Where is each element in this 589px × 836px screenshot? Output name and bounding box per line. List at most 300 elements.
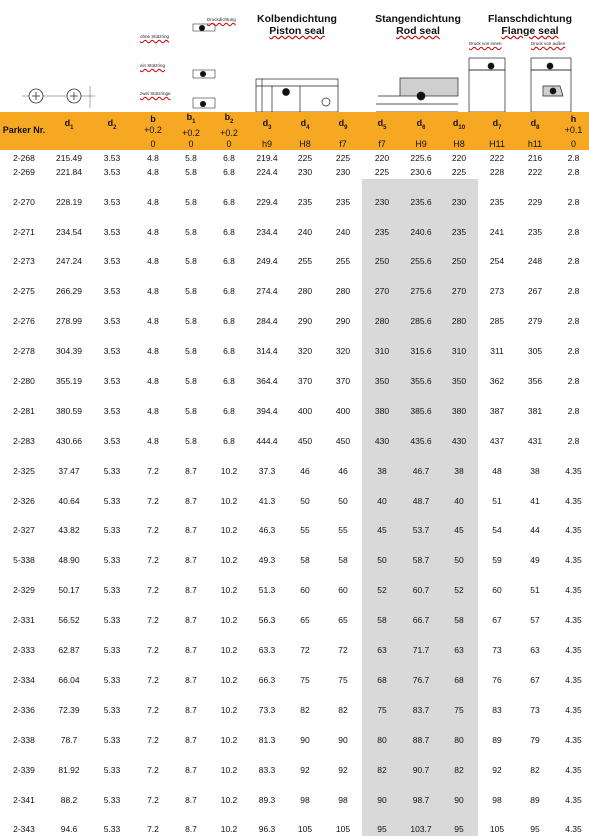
table-cell: 82 — [440, 747, 478, 777]
table-cell: 6.8 — [210, 388, 248, 418]
table-cell: 10.2 — [210, 567, 248, 597]
table-cell: 8.7 — [172, 597, 210, 627]
column-tolerance-13: h11 — [516, 139, 554, 150]
table-cell: 362 — [478, 358, 516, 388]
table-cell: 5.33 — [90, 717, 134, 747]
table-cell: 225.6 — [402, 150, 440, 165]
table-cell: 240 — [324, 209, 362, 239]
table-cell: 7.2 — [134, 807, 172, 836]
table-cell: 229 — [516, 179, 554, 209]
table-cell: 56.3 — [248, 597, 286, 627]
table-cell: 3.53 — [90, 358, 134, 388]
table-cell: 52 — [362, 567, 402, 597]
table-cell: 219.4 — [248, 150, 286, 165]
table-cell: 89 — [478, 717, 516, 747]
table-cell: 5.8 — [172, 150, 210, 165]
table-cell: 95 — [516, 807, 554, 836]
table-cell: 6.8 — [210, 209, 248, 239]
table-cell: 450 — [286, 418, 324, 448]
table-cell: 10.2 — [210, 508, 248, 538]
table-cell: 3.53 — [90, 388, 134, 418]
table-cell: 80 — [362, 717, 402, 747]
table-cell: 5.8 — [172, 298, 210, 328]
table-cell: 5.8 — [172, 388, 210, 418]
table-cell: 55 — [286, 508, 324, 538]
table-cell: 43.82 — [48, 508, 90, 538]
table-cell: 2-331 — [0, 597, 48, 627]
table-cell: 5.33 — [90, 627, 134, 657]
table-row — [0, 388, 589, 418]
table-cell: 320 — [286, 328, 324, 358]
table-cell: 290 — [324, 298, 362, 328]
table-cell: 314.4 — [248, 328, 286, 358]
table-cell: 7.2 — [134, 627, 172, 657]
table-row — [0, 567, 589, 597]
table-cell: 3.53 — [90, 418, 134, 448]
table-cell: 225 — [286, 150, 324, 165]
table-cell: 8.7 — [172, 508, 210, 538]
table-row — [0, 239, 589, 269]
table-cell: 350 — [440, 358, 478, 388]
table-cell: 221.84 — [48, 165, 90, 179]
table-cell: 48 — [478, 448, 516, 478]
table-row — [0, 328, 589, 358]
table-cell: 274.4 — [248, 268, 286, 298]
table-cell: 2-283 — [0, 418, 48, 448]
table-cell: 273 — [478, 268, 516, 298]
flange-seal-heading: Flanschdichtung Flange seal — [484, 13, 576, 37]
o-ring-cross-section-icon — [22, 86, 95, 108]
table-cell: 5.8 — [172, 268, 210, 298]
column-header-8: $d_9$ — [324, 112, 362, 139]
table-cell: 75 — [440, 687, 478, 717]
table-cell: 250 — [362, 239, 402, 269]
table-cell: 2.8 — [554, 298, 589, 328]
table-cell: 4.8 — [134, 358, 172, 388]
table-cell: 6.8 — [210, 165, 248, 179]
table-cell: 10.2 — [210, 717, 248, 747]
table-cell: 2.8 — [554, 165, 589, 179]
table-cell: 81.92 — [48, 747, 90, 777]
table-cell: 90 — [440, 777, 478, 807]
table-cell: 83 — [478, 687, 516, 717]
table-cell: 10.2 — [210, 747, 248, 777]
table-row — [0, 657, 589, 687]
table-cell: 6.8 — [210, 418, 248, 448]
table-cell: 92 — [478, 747, 516, 777]
table-cell: 105 — [324, 807, 362, 836]
note-one-backup: ein Stützring — [140, 63, 165, 68]
table-cell: 275.6 — [402, 268, 440, 298]
table-cell: 225 — [362, 165, 402, 179]
table-cell: 60 — [324, 567, 362, 597]
table-cell: 8.7 — [172, 687, 210, 717]
table-cell: 5.33 — [90, 747, 134, 777]
table-cell: 49.3 — [248, 537, 286, 567]
table-cell: 58 — [362, 597, 402, 627]
table-cell: 216 — [516, 150, 554, 165]
table-cell: 73 — [478, 627, 516, 657]
piston-seal-heading: Kolbendichtung Piston seal — [252, 13, 342, 37]
table-cell: 73.3 — [248, 687, 286, 717]
table-cell: 320 — [324, 328, 362, 358]
table-cell: 284.4 — [248, 298, 286, 328]
table-cell: 255 — [324, 239, 362, 269]
column-header-9: $d_5$ — [362, 112, 402, 139]
table-cell: 4.35 — [554, 687, 589, 717]
table-cell: 431 — [516, 418, 554, 448]
table-cell: 92 — [324, 747, 362, 777]
table-cell: 7.2 — [134, 597, 172, 627]
table-cell: 280 — [440, 298, 478, 328]
table-cell: 46.7 — [402, 448, 440, 478]
table-cell: 3.53 — [90, 150, 134, 165]
table-cell: 50.17 — [48, 567, 90, 597]
table-cell: 58.7 — [402, 537, 440, 567]
table-cell: 430 — [362, 418, 402, 448]
table-row — [0, 179, 589, 209]
table-cell: 10.2 — [210, 597, 248, 627]
table-cell: 63 — [516, 627, 554, 657]
column-tolerance-12: H11 — [478, 139, 516, 150]
table-cell: 230 — [286, 165, 324, 179]
groove-variant-icons — [193, 24, 215, 108]
column-tolerance-8: f7 — [324, 139, 362, 150]
table-cell: 235 — [286, 179, 324, 209]
table-cell: 5.8 — [172, 209, 210, 239]
table-cell: 63 — [440, 627, 478, 657]
table-cell: 51 — [478, 478, 516, 508]
table-cell: 95 — [440, 807, 478, 836]
table-cell: 5.33 — [90, 448, 134, 478]
o-ring-dimension-table — [0, 112, 589, 836]
table-cell: 2-280 — [0, 358, 48, 388]
table-cell: 81.3 — [248, 717, 286, 747]
table-cell: 82 — [516, 747, 554, 777]
column-header-7: $d_4$ — [286, 112, 324, 139]
table-cell: 10.2 — [210, 687, 248, 717]
table-cell: 235.6 — [402, 179, 440, 209]
table-cell: 3.53 — [90, 209, 134, 239]
table-cell: 450 — [324, 418, 362, 448]
table-cell: 38 — [362, 448, 402, 478]
table-cell: 394.4 — [248, 388, 286, 418]
table-cell: 2-269 — [0, 165, 48, 179]
table-cell: 2.8 — [554, 388, 589, 418]
table-cell: 4.35 — [554, 777, 589, 807]
table-cell: 241 — [478, 209, 516, 239]
table-cell: 75 — [324, 657, 362, 687]
table-cell: 235 — [478, 179, 516, 209]
column-header-13: $d_8$ — [516, 112, 554, 139]
table-cell: 279 — [516, 298, 554, 328]
table-cell: 2-329 — [0, 567, 48, 597]
table-cell: 230 — [362, 179, 402, 209]
column-tolerance-10: H9 — [402, 139, 440, 150]
table-cell: 103.7 — [402, 807, 440, 836]
table-cell: 75 — [362, 687, 402, 717]
table-cell: 222 — [516, 165, 554, 179]
table-cell: 224.4 — [248, 165, 286, 179]
column-header-3: b +0.2 — [134, 112, 172, 139]
table-cell: 4.8 — [134, 418, 172, 448]
table-cell: 4.35 — [554, 448, 589, 478]
table-cell: 225 — [440, 165, 478, 179]
note-pressure-outside: Druck von außen — [531, 41, 565, 46]
seal-diagram-header — [0, 0, 589, 112]
table-cell: 72 — [286, 627, 324, 657]
table-cell: 234.54 — [48, 209, 90, 239]
table-cell: 50 — [362, 537, 402, 567]
table-cell: 437 — [478, 418, 516, 448]
table-cell: 56.52 — [48, 597, 90, 627]
column-tolerance-14: 0 — [554, 139, 589, 150]
table-cell: 4.35 — [554, 717, 589, 747]
table-cell: 82 — [324, 687, 362, 717]
table-cell: 82 — [362, 747, 402, 777]
column-header-2: $d_2$ — [90, 112, 134, 139]
table-row — [0, 268, 589, 298]
table-cell: 10.2 — [210, 448, 248, 478]
table-cell: 58 — [440, 597, 478, 627]
table-row — [0, 717, 589, 747]
piston-seal-drawing — [256, 79, 338, 112]
table-cell: 72.39 — [48, 687, 90, 717]
table-cell: 72 — [324, 627, 362, 657]
note-no-backup: ohne Stützring — [140, 34, 169, 39]
table-cell: 46 — [286, 448, 324, 478]
table-cell: 89 — [516, 777, 554, 807]
table-cell: 311 — [478, 328, 516, 358]
table-cell: 60.7 — [402, 567, 440, 597]
table-cell: 229.4 — [248, 179, 286, 209]
table-cell: 315.6 — [402, 328, 440, 358]
table-cell: 280 — [324, 268, 362, 298]
table-cell: 10.2 — [210, 657, 248, 687]
table-row — [0, 209, 589, 239]
table-cell: 5.8 — [172, 239, 210, 269]
table-cell: 5.33 — [90, 657, 134, 687]
table-cell: 240 — [286, 209, 324, 239]
table-cell: 2-275 — [0, 268, 48, 298]
table-cell: 380.59 — [48, 388, 90, 418]
table-cell: 7.2 — [134, 687, 172, 717]
table-row — [0, 165, 589, 179]
table-cell: 430.66 — [48, 418, 90, 448]
table-cell: 4.35 — [554, 627, 589, 657]
table-cell: 59 — [478, 537, 516, 567]
table-cell: 5.33 — [90, 508, 134, 538]
table-cell: 51 — [516, 567, 554, 597]
table-cell: 71.7 — [402, 627, 440, 657]
table-cell: 73 — [516, 687, 554, 717]
table-cell: 95 — [362, 807, 402, 836]
table-cell: 66.7 — [402, 597, 440, 627]
column-header-1: $d_1$ — [48, 112, 90, 139]
column-tolerance-5: 0 — [210, 139, 248, 150]
table-cell: 4.35 — [554, 567, 589, 597]
table-cell: 305 — [516, 328, 554, 358]
table-cell: 66.3 — [248, 657, 286, 687]
table-cell: 41.3 — [248, 478, 286, 508]
table-cell: 68 — [362, 657, 402, 687]
table-cell: 235 — [440, 209, 478, 239]
table-cell: 5.33 — [90, 807, 134, 836]
table-cell: 40 — [440, 478, 478, 508]
table-cell: 2.8 — [554, 150, 589, 165]
table-cell: 240.6 — [402, 209, 440, 239]
table-cell: 280 — [362, 298, 402, 328]
table-cell: 52 — [440, 567, 478, 597]
table-cell: 60 — [478, 567, 516, 597]
table-cell: 60 — [286, 567, 324, 597]
table-cell: 2-326 — [0, 478, 48, 508]
table-cell: 228.19 — [48, 179, 90, 209]
table-cell: 2-276 — [0, 298, 48, 328]
note-pressure-inside: Druck von innen — [469, 41, 502, 46]
table-cell: 310 — [362, 328, 402, 358]
table-cell: 250 — [440, 239, 478, 269]
table-row — [0, 687, 589, 717]
table-cell: 40 — [362, 478, 402, 508]
table-cell: 90 — [362, 777, 402, 807]
table-cell: 2-271 — [0, 209, 48, 239]
table-cell: 2.8 — [554, 179, 589, 209]
table-cell: 2.8 — [554, 328, 589, 358]
table-cell: 5-338 — [0, 537, 48, 567]
table-cell: 356 — [516, 358, 554, 388]
table-cell: 8.7 — [172, 567, 210, 597]
note-two-backup: zwei Stützringe — [140, 91, 171, 96]
table-cell: 2-327 — [0, 508, 48, 538]
table-cell: 37.3 — [248, 448, 286, 478]
table-cell: 5.8 — [172, 328, 210, 358]
table-cell: 6.8 — [210, 268, 248, 298]
table-cell: 83.3 — [248, 747, 286, 777]
table-cell: 50 — [324, 478, 362, 508]
table-cell: 7.2 — [134, 717, 172, 747]
table-cell: 235 — [362, 209, 402, 239]
column-header-12: $d_7$ — [478, 112, 516, 139]
table-cell: 355.6 — [402, 358, 440, 388]
table-cell: 83.7 — [402, 687, 440, 717]
table-cell: 6.8 — [210, 239, 248, 269]
column-tolerance-6: h9 — [248, 139, 286, 150]
table-row — [0, 597, 589, 627]
table-cell: 2-334 — [0, 657, 48, 687]
table-cell: 355.19 — [48, 358, 90, 388]
table-cell: 5.8 — [172, 358, 210, 388]
table-cell: 89.3 — [248, 777, 286, 807]
column-tolerance-1 — [48, 139, 90, 150]
table-cell: 38 — [516, 448, 554, 478]
table-cell: 82 — [286, 687, 324, 717]
table-cell: 92 — [286, 747, 324, 777]
column-tolerance-4: 0 — [172, 139, 210, 150]
table-row — [0, 537, 589, 567]
table-cell: 220 — [362, 150, 402, 165]
table-cell: 55 — [324, 508, 362, 538]
table-cell: 380 — [362, 388, 402, 418]
table-cell: 435.6 — [402, 418, 440, 448]
table-cell: 53.7 — [402, 508, 440, 538]
table-cell: 96.3 — [248, 807, 286, 836]
table-cell: 49 — [516, 537, 554, 567]
table-cell: 304.39 — [48, 328, 90, 358]
column-header-6: $d_3$ — [248, 112, 286, 139]
table-cell: 50 — [440, 537, 478, 567]
table-cell: 222 — [478, 150, 516, 165]
table-cell: 6.8 — [210, 179, 248, 209]
table-cell: 7.2 — [134, 537, 172, 567]
flange-seal-drawing — [469, 58, 571, 112]
table-cell: 68 — [440, 657, 478, 687]
table-cell: 310 — [440, 328, 478, 358]
table-cell: 5.33 — [90, 567, 134, 597]
table-cell: 8.7 — [172, 478, 210, 508]
table-row — [0, 777, 589, 807]
table-cell: 3.53 — [90, 239, 134, 269]
table-cell: 247.24 — [48, 239, 90, 269]
table-cell: 78.7 — [48, 717, 90, 747]
table-cell: 98 — [286, 777, 324, 807]
table-cell: 228 — [478, 165, 516, 179]
table-cell: 51.3 — [248, 567, 286, 597]
table-cell: 380 — [440, 388, 478, 418]
table-cell: 48.90 — [48, 537, 90, 567]
table-cell: 2-341 — [0, 777, 48, 807]
table-cell: 3.53 — [90, 165, 134, 179]
table-row — [0, 478, 589, 508]
table-cell: 6.8 — [210, 328, 248, 358]
table-cell: 2-281 — [0, 388, 48, 418]
table-row — [0, 747, 589, 777]
table-cell: 7.2 — [134, 777, 172, 807]
table-cell: 225 — [324, 150, 362, 165]
table-cell: 270 — [362, 268, 402, 298]
table-cell: 280 — [286, 268, 324, 298]
table-cell: 57 — [516, 597, 554, 627]
table-cell: 370 — [286, 358, 324, 388]
table-row — [0, 418, 589, 448]
table-cell: 255 — [286, 239, 324, 269]
table-cell: 10.2 — [210, 627, 248, 657]
table-cell: 2.8 — [554, 209, 589, 239]
column-header-5: $b_2$ +0.2 — [210, 112, 248, 139]
table-cell: 5.33 — [90, 777, 134, 807]
table-cell: 4.8 — [134, 268, 172, 298]
table-cell: 8.7 — [172, 537, 210, 567]
table-cell: 350 — [362, 358, 402, 388]
table-cell: 2-270 — [0, 179, 48, 209]
table-cell: 5.33 — [90, 537, 134, 567]
table-cell: 387 — [478, 388, 516, 418]
table-cell: 2.8 — [554, 418, 589, 448]
table-cell: 66.04 — [48, 657, 90, 687]
table-cell: 4.35 — [554, 807, 589, 836]
table-cell: 90 — [324, 717, 362, 747]
table-cell: 90.7 — [402, 747, 440, 777]
table-cell: 44 — [516, 508, 554, 538]
table-cell: 98.7 — [402, 777, 440, 807]
table-cell: 62.87 — [48, 627, 90, 657]
table-cell: 37.47 — [48, 448, 90, 478]
table-cell: 3.53 — [90, 179, 134, 209]
table-cell: 254 — [478, 239, 516, 269]
table-cell: 8.7 — [172, 717, 210, 747]
table-cell: 7.2 — [134, 747, 172, 777]
table-cell: 267 — [516, 268, 554, 298]
